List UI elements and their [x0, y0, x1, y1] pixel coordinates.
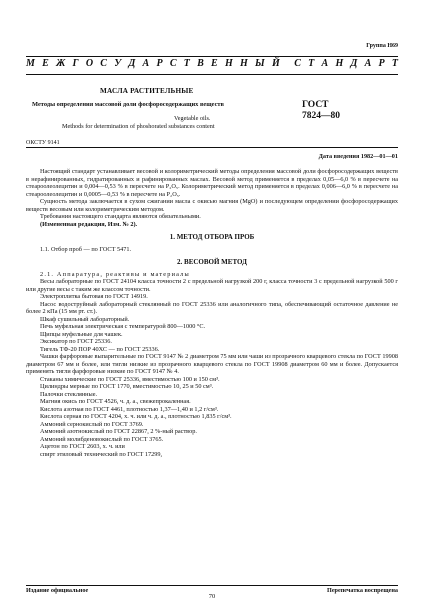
heading-letter: Р — [156, 58, 163, 69]
intro-paragraph: Требования настоящего стандарта являются обязательными. — [40, 213, 201, 220]
heading-letter: Г — [72, 58, 79, 69]
reprint-prohibited-label: Перепечатка воспрещена — [327, 587, 398, 594]
equipment-list — [26, 278, 398, 458]
heading-letter: Д — [128, 58, 136, 69]
list-item: Магния окись по ГОСТ 4526, ч. д. а., свежепрокаленная. — [40, 398, 191, 405]
intro-paragraph: Сущность метода заключается в сухом сжигании масла с окисью магния (MgO) и последующем определении фосфоросодержащих веществ весовым или колориметрическим методом. — [26, 198, 398, 213]
list-item: Шкаф сушильный лабораторный. — [40, 315, 130, 323]
footer-rule — [26, 585, 398, 586]
methods-title-en-1: Vegetable oils. — [174, 115, 211, 122]
heading-letter: Т — [391, 58, 398, 69]
interstate-standard-heading — [26, 58, 398, 69]
clause-1-1: 1.1. Отбор проб — по ГОСТ 5471. — [40, 245, 132, 253]
top-rule — [26, 56, 398, 57]
heading-letter: Т — [308, 58, 315, 69]
heading-letter: С — [100, 58, 107, 69]
heading-letter: А — [321, 58, 329, 69]
heading-letter: Н — [335, 58, 344, 69]
list-item: Стаканы химические по ГОСТ 25336, вместимостью 100 и 150 см³. — [40, 375, 220, 383]
heading-letter: В — [197, 58, 204, 69]
list-item: спирт этиловый технический по ГОСТ 17299, — [40, 450, 163, 458]
meta-rule — [26, 147, 398, 148]
heading-letter: Е — [42, 58, 49, 69]
list-item: Чашки фарфоровые выпарительные по ГОСТ 9147 № 2 диаметром 75 мм или чаши из прозрачного кварцевого стекла по ГОСТ 19908 диаметром 67 мм и более, или тигли низкие из прозрачного кварцевого стекла по ГОСТ 19908 диаметром 60 мм и более. Допускается применять тигли фарфоровые низкие по ГОСТ 9147 № 4. — [26, 353, 398, 375]
heading-letter: Й — [271, 58, 280, 69]
gost-code: 7824—80 — [302, 111, 340, 121]
section-2-title: 2. ВЕСОВОЙ МЕТОД — [177, 258, 247, 266]
okstu-code: ОКСТУ 9141 — [26, 140, 60, 146]
document-body — [26, 168, 398, 458]
list-item: Насос водоструйный лабораторный стеклянный по ГОСТ 25336 или аналогичного типа, обеспечивающий остаточное давление не более 2 кПа (15 мм рт. ст.). — [26, 300, 398, 315]
list-item: Кислота серная по ГОСТ 4204, х. ч. или ч. д. а., плотностью 1,835 г/см³. — [40, 413, 232, 420]
heading-letter: Т — [183, 58, 190, 69]
heading-letter: Н — [239, 58, 248, 69]
clause-2-1: 2.1. Аппаратура, реактивы и материалы — [40, 270, 190, 278]
methods-title-en-2: Methods for determination of phoshorated substances content — [62, 123, 215, 130]
heading-letter: Р — [378, 58, 385, 69]
list-item: Электроплитка бытовая по ГОСТ 14919. — [40, 293, 148, 300]
heading-letter: Ж — [56, 58, 66, 69]
heading-letter: А — [142, 58, 150, 69]
list-item: Кислота азотная по ГОСТ 4461, плотностью 1,37—1,40 и 1,2 г/см³. — [40, 405, 219, 413]
list-item: Палочки стеклянные. — [40, 390, 98, 398]
gost-number — [302, 100, 340, 122]
amendment-note: (Измененная редакция, Изм. № 2). — [40, 220, 138, 228]
product-title: МАСЛА РАСТИТЕЛЬНЫЕ — [100, 87, 194, 95]
list-item: Цилиндры мерные по ГОСТ 1770, вместимостью 10, 25 и 50 см³. — [40, 383, 214, 390]
heading-letter: Ы — [255, 58, 265, 69]
heading-letter: У — [114, 58, 122, 69]
heading-letter: Е — [211, 58, 218, 69]
heading-letter: Н — [224, 58, 233, 69]
list-item: Печь муфельная электрическая с температурой 800—1000 °С. — [40, 323, 206, 330]
section-1-title: 1. МЕТОД ОТБОРА ПРОБ — [169, 233, 255, 241]
heading-letter: М — [26, 58, 35, 69]
intro-paragraph: Настоящий стандарт устанавливает весовой и колориметрический методы определения массовой доли фосфоросодержащих веществ в нерафинированных, гидратированных и рафинированных маслах. Весовой метод применяется в пределах 0,05—6,0 % в пересчете на стеароолеолецитин и 0,004—0,53 % в пересчете на P₂O₅. Колориметрический метод применяется в пределах 0,006—6,0 % в пересчете на стеароолеолецитин и 0,0005—0,53 % в пересчете на P₂O₅. — [26, 168, 398, 198]
list-item: Щипцы муфельные для чашек. — [40, 330, 123, 338]
heading-letter: С — [169, 58, 177, 69]
effective-date: Дата введения 1982—01—01 — [318, 153, 398, 160]
methods-title-ru: Методы определения массовой доли фосфоросодержащих веществ — [32, 101, 224, 108]
heading-letter: О — [85, 58, 94, 69]
heading-letter: Д — [350, 58, 358, 69]
gost-label: ГОСТ — [302, 100, 329, 110]
list-item: Аммоний сернокислый по ГОСТ 3769. — [40, 420, 144, 428]
heading-letter: С — [294, 58, 301, 69]
group-code: Группа Н69 — [366, 43, 398, 49]
heading-rule — [26, 74, 398, 75]
list-item: Ацетон по ГОСТ 2603, х. ч. или — [40, 443, 125, 450]
official-edition-label: Издание официальное — [26, 587, 89, 594]
list-item: Эксикатор по ГОСТ 25336. — [40, 338, 112, 345]
page-number: 70 — [208, 593, 216, 600]
list-item: Аммоний молибденовокислый по ГОСТ 3765. — [40, 435, 164, 443]
list-item: Весы лабораторные по ГОСТ 24104 класса точности 2 с предельной нагрузкой 200 г, класса точности 3 с предельной нагрузкой 500 г или другие весы с таким же классом точности. — [26, 278, 398, 293]
list-item: Тигель ТФ-20 ПОР 40ХС — по ГОСТ 25336. — [40, 345, 160, 353]
list-item: Аммоний азотнокислый по ГОСТ 22867, 2 %-ный раствор. — [40, 428, 197, 435]
heading-letter: А — [364, 58, 372, 69]
